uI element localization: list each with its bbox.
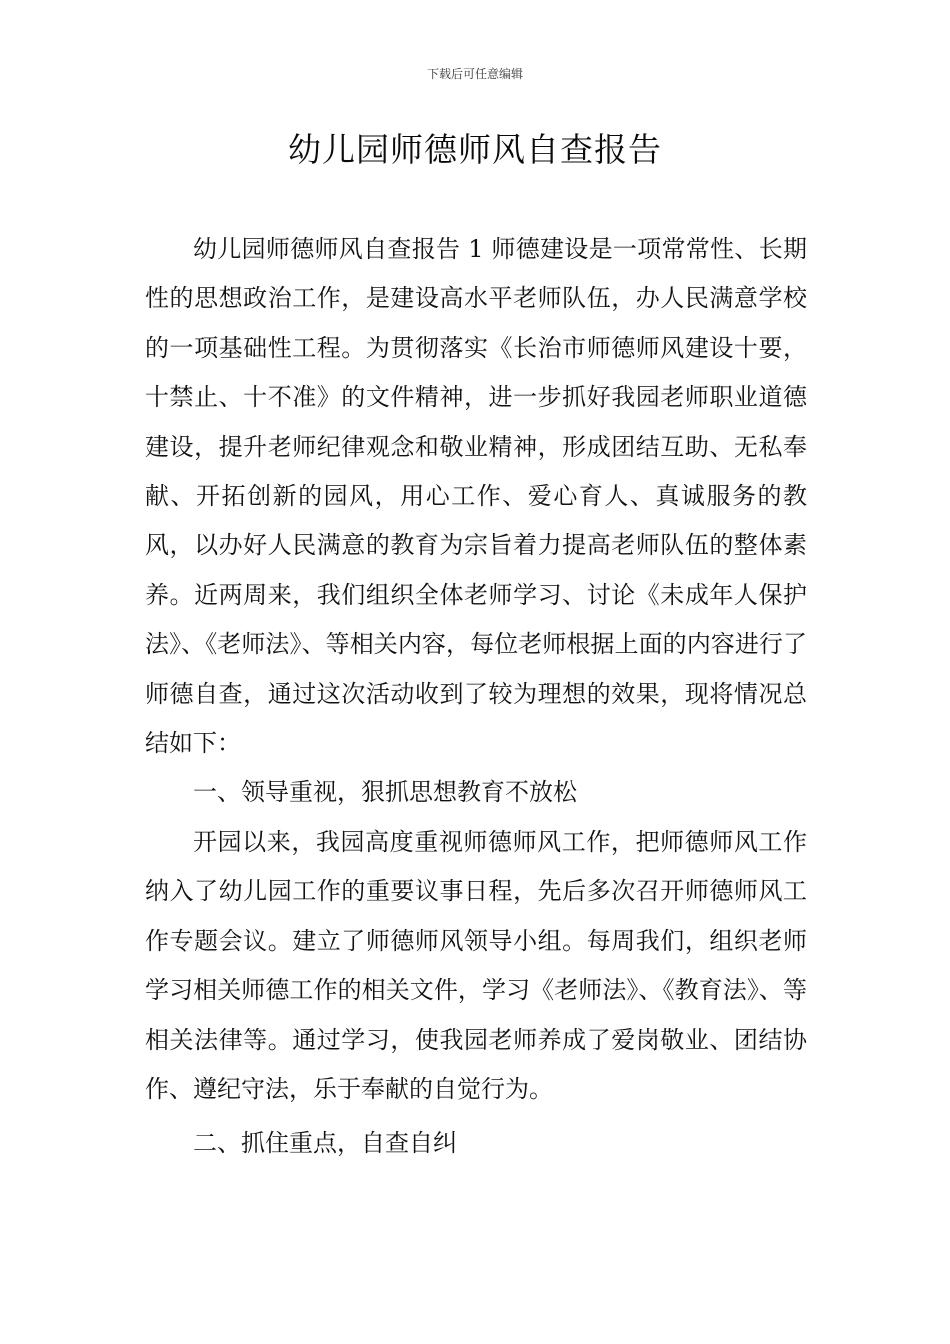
section-heading-2: 二、抓住重点，自查自纠	[193, 1129, 457, 1158]
section-heading-1: 一、领导重视，狠抓思想教育不放松	[193, 778, 577, 807]
paragraph-section-1: 开园以来，我园高度重视师德师风工作，把师德师风工作纳入了幼儿园工作的重要议事日程，先后多次召开师德师风工作专题会议。建立了师德师风领导小组。每周我们，组织老师学习相关师德工作的相关文件，学习《老师法》、《教育法》、等相关法律等。通过学习，使我园老师养成了爱岗敬业、团结协作、遵纪守法，乐于奉献的自觉行为。	[145, 827, 807, 1103]
paragraph-intro: 幼儿园师德师风自查报告 1 师德建设是一项常常性、长期性的思想政治工作，是建设高水平老师队伍，办人民满意学校的一项基础性工程。为贯彻落实《长治市师德师风建设十要，十禁止、十不准》的文件精神，进一步抓好我园老师职业道德建设，提升老师纪律观念和敬业精神，形成团结互助、无私奉献、开拓创新的园风，用心工作、爱心育人、真诚服务的教风，以办好人民满意的教育为宗旨着力提高老师队伍的整体素养。近两周来，我们组织全体老师学习、讨论《未成年人保护法》、《老师法》、等相关内容，每位老师根据上面的内容进行了师德自查，通过这次活动收到了较为理想的效果，现将情况总结如下：	[145, 235, 807, 758]
document-title: 幼儿园师德师风自查报告	[288, 130, 662, 169]
document-body	[145, 225, 807, 1169]
header-note: 下载后可任意编辑	[426, 67, 523, 81]
